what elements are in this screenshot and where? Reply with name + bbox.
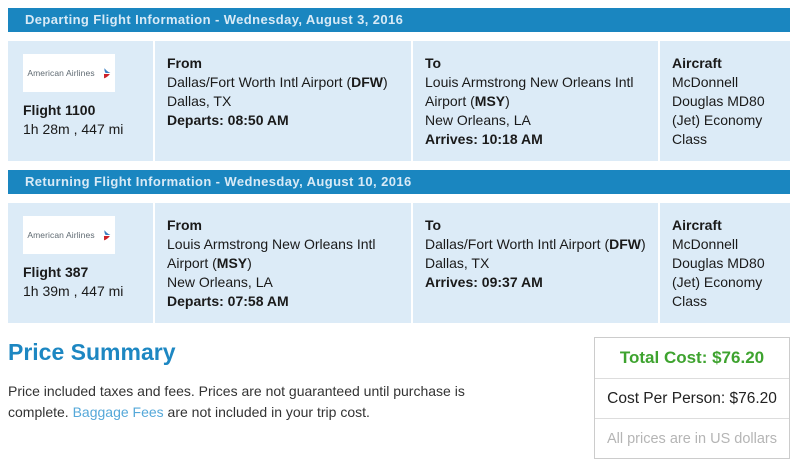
from-city: New Orleans, LA (167, 274, 273, 290)
from-city: Dallas, TX (167, 93, 232, 109)
aircraft-value: McDonnell Douglas MD80 (Jet) Economy Class (672, 236, 765, 309)
departing-flight-card (8, 41, 790, 161)
to-city: New Orleans, LA (425, 112, 531, 128)
airline-name-label: American Airlines (27, 67, 95, 78)
cost-per-person-row (595, 378, 789, 418)
returning-aircraft-column (660, 203, 790, 323)
aircraft-label: Aircraft (672, 217, 722, 233)
price-summary-text-block (8, 337, 594, 423)
returning-airline-column (8, 203, 153, 323)
departing-aircraft-column (660, 41, 790, 161)
currency-note: All prices are in US dollars (606, 430, 778, 447)
departure-time: Departs: 08:50 AM (167, 112, 289, 128)
to-city: Dallas, TX (425, 255, 490, 271)
price-summary-note: Price included taxes and fees. Prices are not guaranteed until purchase is complete. Baggage Fees are not included in your trip cost. (8, 383, 465, 420)
flight-duration: 1h 28m , 447 mi (23, 121, 124, 137)
departing-airline-column (8, 41, 153, 161)
american-airlines-logo (23, 216, 115, 254)
aircraft-value: McDonnell Douglas MD80 (Jet) Economy Class (672, 74, 765, 147)
airline-name-label: American Airlines (27, 229, 95, 240)
price-summary-title: Price Summary (8, 339, 176, 365)
from-label: From (167, 55, 202, 71)
returning-to-column (413, 203, 658, 323)
arrival-time: Arrives: 10:18 AM (425, 131, 543, 147)
flight-number: Flight 387 (23, 264, 89, 280)
departing-section-header: Departing Flight Information - Wednesday, August 3, 2016 (8, 8, 790, 32)
to-airport-code: MSY (474, 93, 506, 109)
departing-to-column (413, 41, 658, 161)
aircraft-label: Aircraft (672, 55, 722, 71)
american-airlines-bird-icon (98, 67, 111, 80)
arrival-time: Arrives: 09:37 AM (425, 274, 543, 290)
to-label: To (425, 217, 442, 233)
returning-flight-card (8, 203, 790, 323)
from-airport-code: MSY (216, 255, 248, 271)
returning-section-header: Returning Flight Information - Wednesday, August 10, 2016 (8, 170, 790, 194)
to-airport-code: DFW (609, 236, 642, 252)
flight-duration: 1h 39m , 447 mi (23, 283, 124, 299)
departing-from-column (155, 41, 411, 161)
baggage-fees-link[interactable]: Baggage Fees (72, 404, 164, 420)
to-label: To (425, 55, 442, 71)
total-cost-value: Total Cost: $76.20 (619, 348, 765, 367)
to-airport: Dallas/Fort Worth Intl Airport (DFW) (425, 236, 646, 252)
cost-per-person-value: Cost Per Person: $76.20 (607, 389, 777, 407)
departure-time: Departs: 07:58 AM (167, 293, 289, 309)
american-airlines-bird-icon (98, 229, 111, 242)
price-summary-section (8, 337, 790, 459)
to-airport: Louis Armstrong New Orleans Intl Airport (MSY) (425, 74, 634, 109)
from-airport: Louis Armstrong New Orleans Intl Airport (MSY) (167, 236, 376, 271)
total-cost-row (595, 338, 789, 378)
from-airport: Dallas/Fort Worth Intl Airport (DFW) (167, 74, 388, 90)
currency-note-row (595, 418, 789, 458)
american-airlines-logo (23, 54, 115, 92)
returning-from-column (155, 203, 411, 323)
from-label: From (167, 217, 202, 233)
flight-number: Flight 1100 (23, 102, 96, 118)
from-airport-code: DFW (351, 74, 384, 90)
price-box (594, 337, 790, 459)
